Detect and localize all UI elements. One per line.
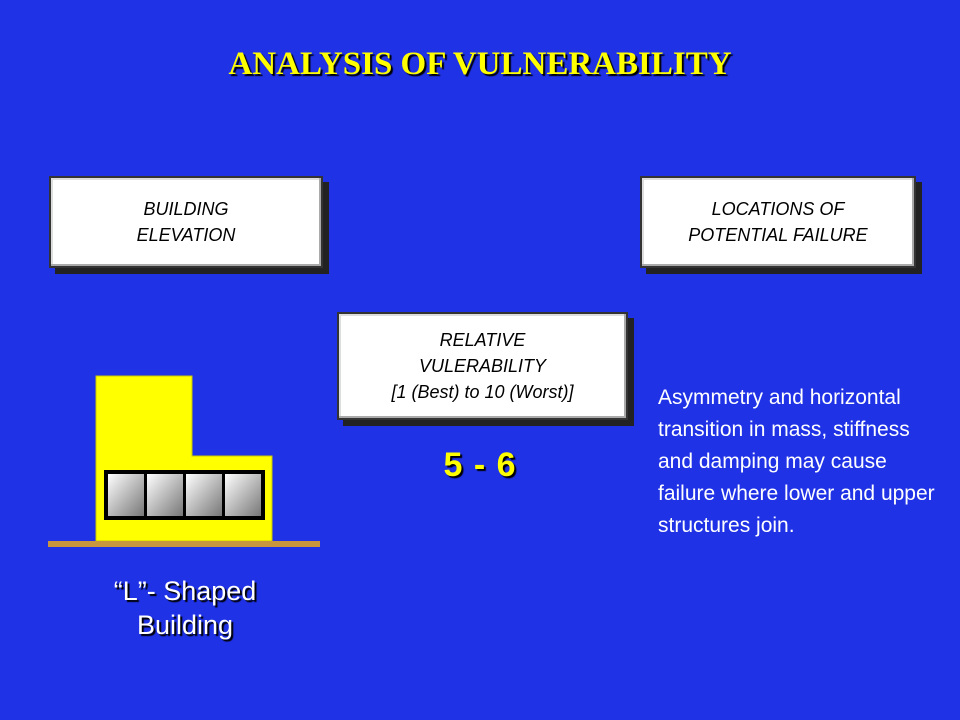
building-elevation-line-1: BUILDING	[143, 199, 229, 219]
building-elevation-box	[49, 176, 323, 268]
relative-vulnerability-line-3: [1 (Best) to 10 (Worst)]	[391, 382, 574, 402]
slide-title: ANALYSIS OF VULNERABILITY	[228, 46, 732, 82]
locations-failure-line-1: LOCATIONS OF	[711, 199, 845, 219]
relative-vulnerability-box	[337, 312, 628, 420]
l-shaped-building-drawing	[40, 360, 330, 560]
building-caption-line-1: “L”- Shaped	[113, 576, 257, 606]
window-1	[108, 474, 144, 516]
locations-failure-box	[640, 176, 916, 268]
window-2	[147, 474, 183, 516]
relative-vulnerability-line-2: VULERABILITY	[418, 356, 547, 376]
failure-description: Asymmetry and horizontal transition in mass, stiffness and damping may cause failure where lower and upper structures join.	[658, 386, 935, 537]
vulnerability-rating: 5 - 6	[443, 446, 517, 484]
building-caption	[60, 574, 310, 642]
ground-line	[48, 541, 320, 547]
window-3	[186, 474, 222, 516]
building-caption-line-2: Building	[136, 610, 234, 640]
relative-vulnerability-line-1: RELATIVE	[439, 330, 526, 350]
window-4	[225, 474, 261, 516]
building-elevation-line-2: ELEVATION	[136, 225, 236, 245]
locations-failure-line-2: POTENTIAL FAILURE	[688, 225, 868, 245]
